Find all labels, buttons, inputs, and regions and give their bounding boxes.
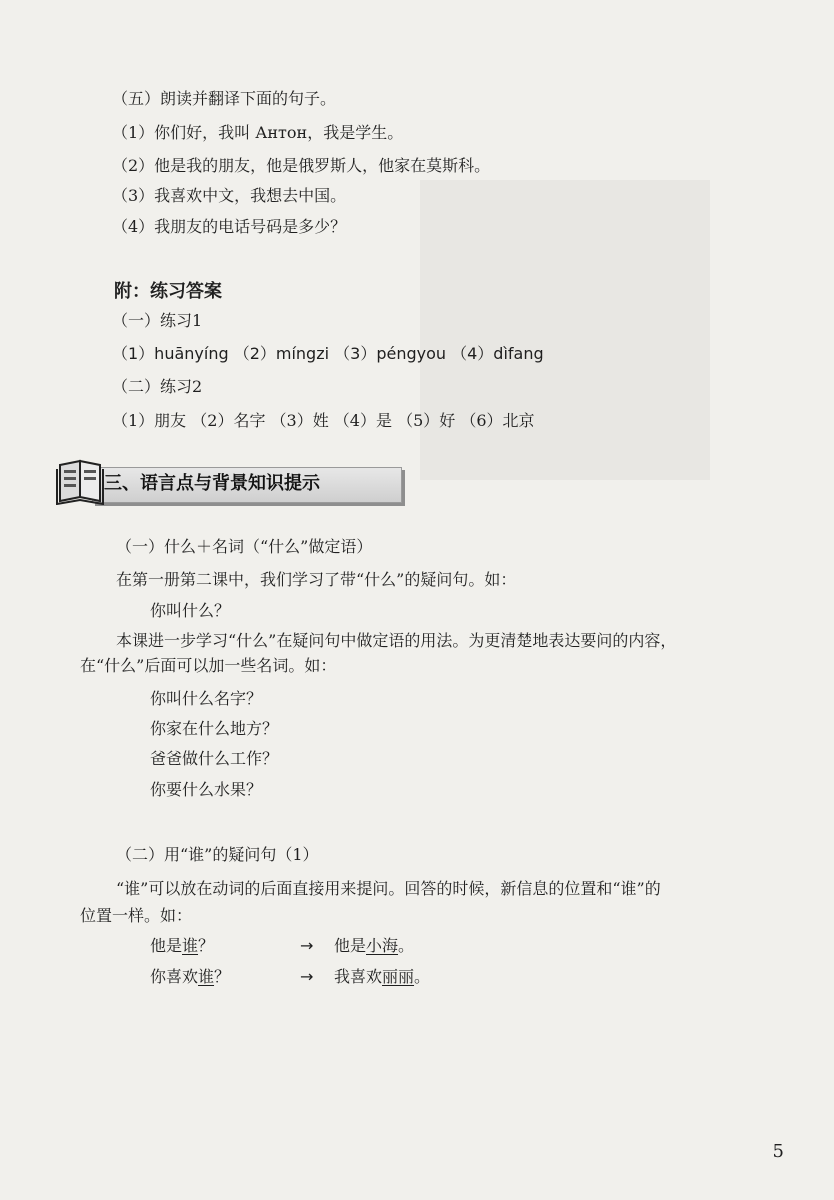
answer-1-key: 小海 bbox=[366, 936, 399, 955]
point1-example-4: 你要什么水果？ bbox=[150, 780, 263, 799]
question-1 bbox=[150, 935, 214, 957]
question-1-key: 谁 bbox=[182, 936, 199, 955]
point2-title: （二）用“谁”的疑问句（1） bbox=[116, 845, 319, 864]
question-2-key: 谁 bbox=[198, 967, 215, 986]
answer-ex1-title: （一）练习1 bbox=[112, 311, 203, 330]
answer-2 bbox=[334, 966, 430, 988]
answer-2-text: 我喜欢 bbox=[334, 967, 383, 986]
point2-para-line2: 位置一样。如： bbox=[80, 906, 193, 925]
answer-2-mark: 。 bbox=[414, 967, 431, 986]
question-2-text: 你喜欢 bbox=[150, 967, 199, 986]
point1-para-line1: 本课进一步学习“什么”在疑问句中做定语的用法。为更清楚地表达要问的内容， bbox=[116, 631, 677, 650]
point1-title: （一）什么＋名词（“什么”做定语） bbox=[116, 537, 373, 556]
bleed-through-shade bbox=[420, 180, 710, 480]
question-2 bbox=[150, 966, 230, 988]
answer-ex2-line: （1）朋友 （2）名字 （3）姓 （4）是 （5）好 （6）北京 bbox=[112, 411, 535, 430]
answer-ex2-title: （二）练习2 bbox=[112, 377, 203, 396]
answer-2-key: 丽丽 bbox=[382, 967, 415, 986]
book-icon bbox=[56, 457, 106, 505]
section-title: 三、语言点与背景知识提示 bbox=[104, 473, 320, 494]
answer-1-mark: 。 bbox=[398, 936, 415, 955]
question-1-mark: ？ bbox=[198, 936, 215, 955]
answer-ex1-line: （1）huānyíng （2）míngzi （3）péngyou （4）dìfang bbox=[112, 344, 544, 363]
point1-para-line2: 在“什么”后面可以加一些名词。如： bbox=[80, 656, 337, 675]
sentence-3: （3）我喜欢中文，我想去中国。 bbox=[112, 186, 347, 205]
page-number: 5 bbox=[772, 1141, 784, 1162]
answer-1 bbox=[334, 935, 414, 957]
point1-intro: 在第一册第二课中，我们学习了带“什么”的疑问句。如： bbox=[116, 570, 517, 589]
sentence-1: （1）你们好，我叫 Антон，我是学生。 bbox=[112, 123, 404, 142]
point1-example-2: 你家在什么地方？ bbox=[150, 719, 279, 738]
point1-example: 你叫什么？ bbox=[150, 601, 231, 620]
answers-heading: 附：练习答案 bbox=[114, 281, 222, 302]
section-header bbox=[56, 457, 402, 505]
sentence-2: （2）他是我的朋友，他是俄罗斯人，他家在莫斯科。 bbox=[112, 156, 491, 175]
question-1-text: 他是 bbox=[150, 936, 183, 955]
point2-para-line1: “谁”可以放在动词的后面直接用来提问。回答的时候，新信息的位置和“谁”的 bbox=[116, 879, 661, 898]
arrow-1: → bbox=[300, 936, 314, 955]
answer-1-text: 他是 bbox=[334, 936, 367, 955]
point1-example-3: 爸爸做什么工作？ bbox=[150, 749, 279, 768]
question-2-mark: ？ bbox=[214, 967, 231, 986]
point1-example-1: 你叫什么名字？ bbox=[150, 689, 263, 708]
arrow-2: → bbox=[300, 967, 314, 986]
sentence-4: （4）我朋友的电话号码是多少？ bbox=[112, 217, 347, 236]
exercise-5-title: （五）朗读并翻译下面的句子。 bbox=[112, 89, 337, 108]
